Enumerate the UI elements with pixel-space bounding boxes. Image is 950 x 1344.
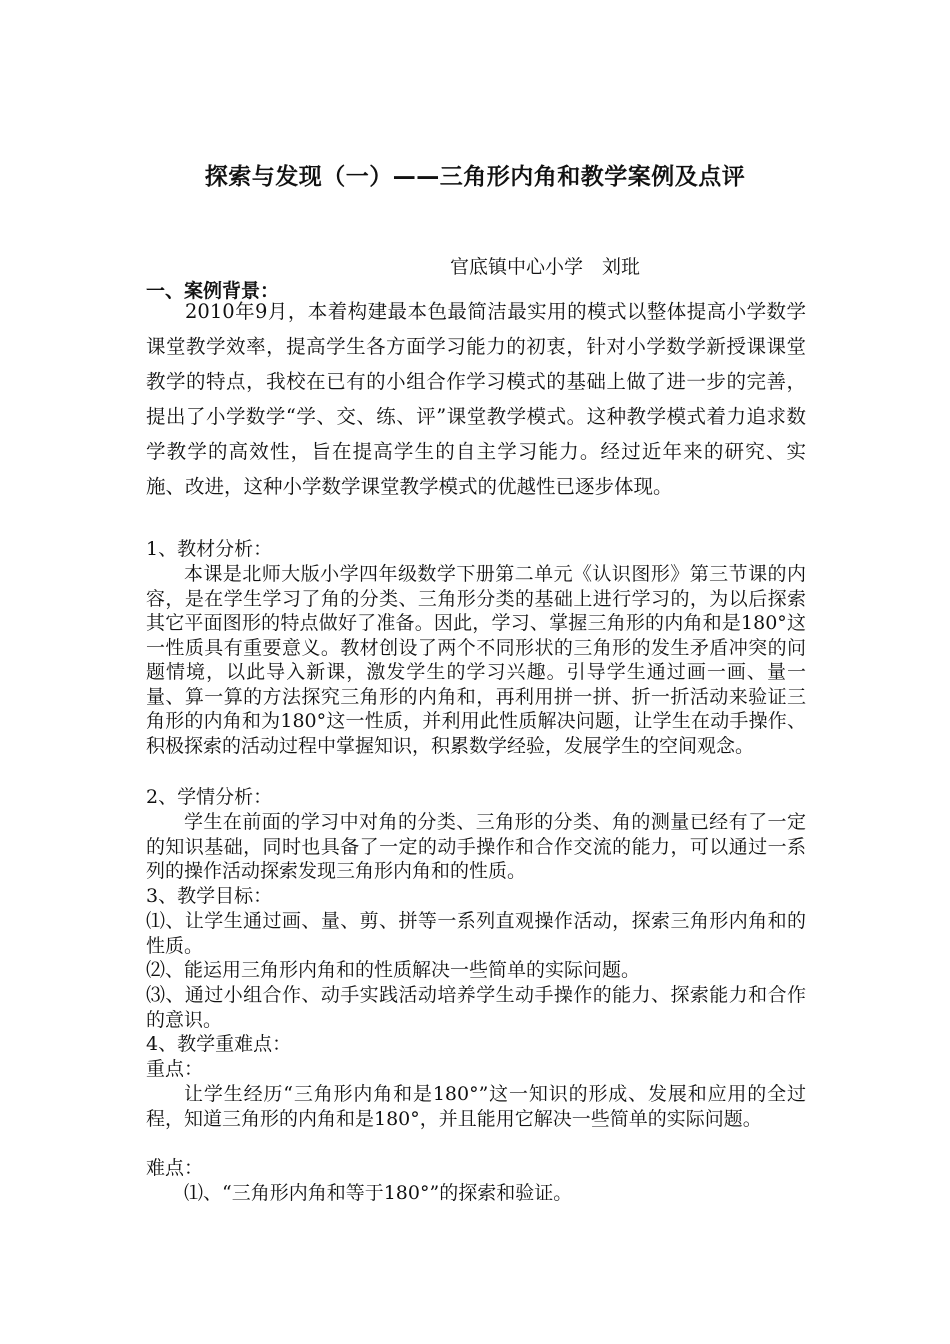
teaching-goal-2: ⑵、能运用三角形内角和的性质解决一些简单的实际问题。 xyxy=(146,959,641,981)
key-point-label: 重点： xyxy=(146,1058,204,1080)
key-difficult-heading: 4、教学重难点： xyxy=(146,1033,292,1055)
material-analysis-heading: 1、教材分析： xyxy=(146,538,273,560)
difficult-point-label: 难点： xyxy=(146,1157,204,1179)
teaching-goal-3: ⑶、通过小组合作、动手实践活动培养学生动手操作的能力、探索能力和合作的意识。 xyxy=(146,984,806,1031)
teaching-goal-1: ⑴、让学生通过画、量、剪、拼等一系列直观操作活动，探索三角形内角和的性质。 xyxy=(146,910,806,957)
document-title: 探索与发现（一）——三角形内角和教学案例及点评 xyxy=(204,164,746,190)
section-heading-background: 一、案例背景： xyxy=(146,280,280,302)
author-line: 官底镇中心小学 刘玭 xyxy=(450,256,641,278)
student-analysis-paragraph: 学生在前面的学习中对角的分类、三角形的分类、角的测量已经有了一定的知识基础，同时也具备了一定的动手操作和合作交流的能力，可以通过一系列的操作活动探索发现三角形内角和的性质。 xyxy=(146,811,806,882)
key-point-paragraph: 让学生经历“三角形内角和是180°”这一知识的形成、发展和应用的全过程，知道三角形的内角和是180°，并且能用它解决一些简单的实际问题。 xyxy=(146,1083,806,1130)
background-paragraph: 2010年9月，本着构建最本色最简洁最实用的模式以整体提高小学数学课堂教学效率，提高学生各方面学习能力的初衷，针对小学数学新授课课堂教学的特点，我校在已有的小组合作学习模式的基础上做了进一步的完善，提出了小学数学“学、交、练、评”课堂教学模式。这种教学模式着力追求数学教学的高效性，旨在提高学生的自主学习能力。经过近年来的研究、实施、改进，这种小学数学课堂教学模式的优越性已逐步体现。 xyxy=(146,300,806,498)
teaching-goals-heading: 3、教学目标： xyxy=(146,885,273,907)
material-analysis-paragraph: 本课是北师大版小学四年级数学下册第二单元《认识图形》第三节课的内容，是在学生学习了角的分类、三角形分类的基础上进行学习的，为以后探索其它平面图形的特点做好了准备。因此，学习、掌握三角形的内角和是180°这一性质具有重要意义。教材创设了两个不同形状的三角形的发生矛盾冲突的问题情境，以此导入新课，激发学生的学习兴趣。引导学生通过画一画、量一量、算一算的方法探究三角形的内角和，再利用拼一拼、折一折活动来验证三角形的内角和为180°这一性质，并利用此性质解决问题，让学生在动手操作、积极探索的活动过程中掌握知识，积累数学经验，发展学生的空间观念。 xyxy=(146,563,806,757)
difficult-point-1: ⑴、“三角形内角和等于180°”的探索和验证。 xyxy=(184,1182,573,1204)
student-analysis-heading: 2、学情分析： xyxy=(146,786,273,808)
